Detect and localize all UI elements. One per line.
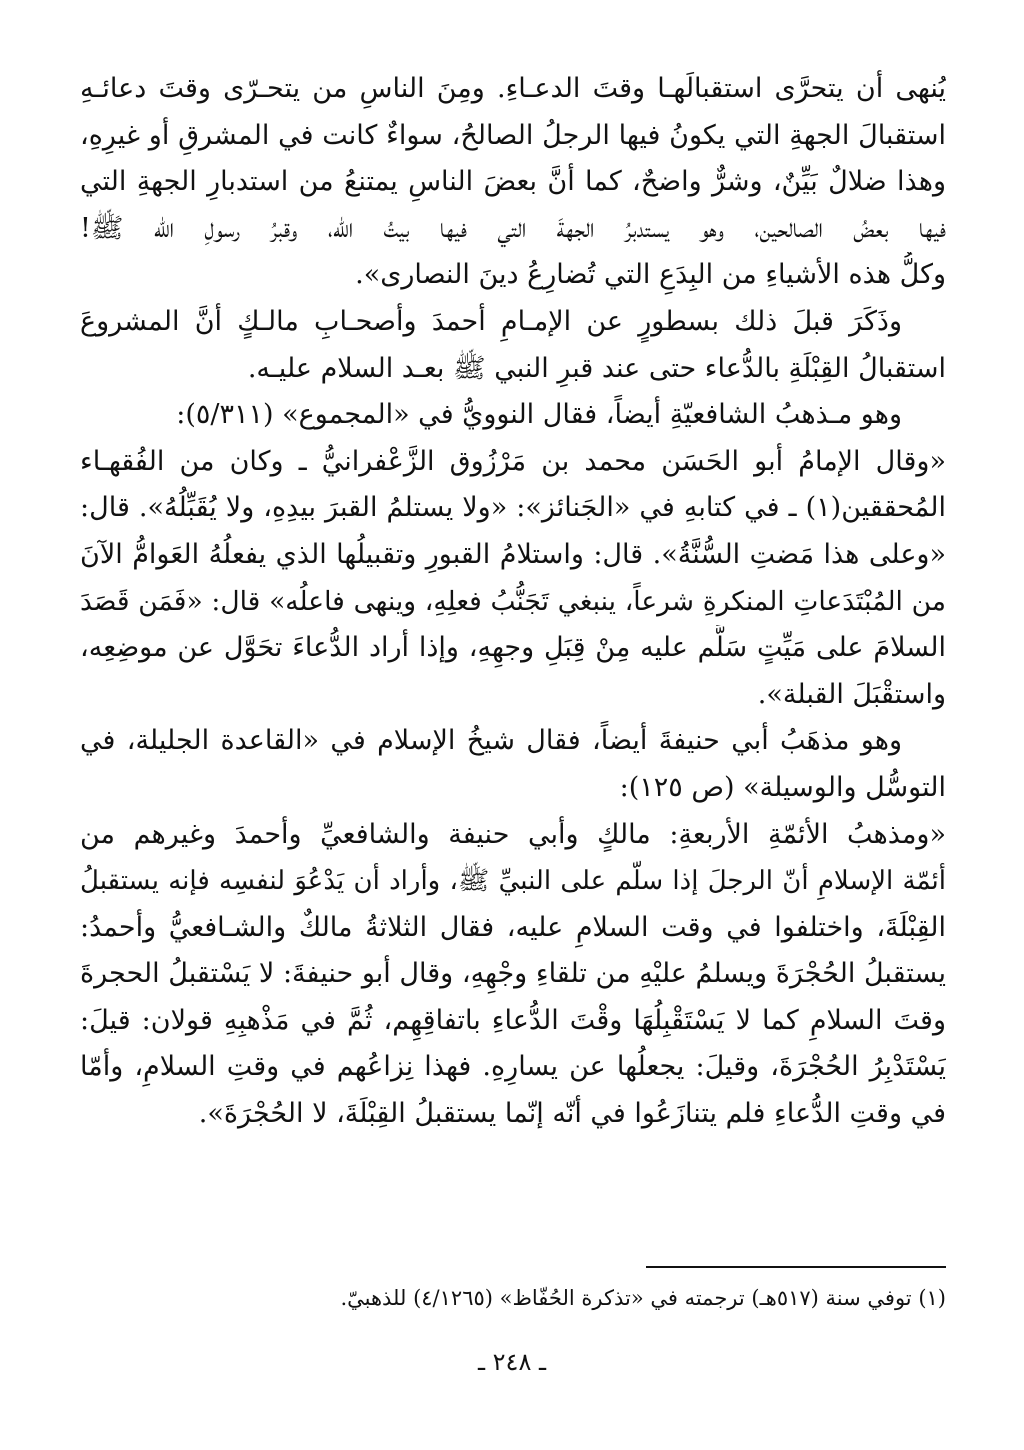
text-line: القِبْلَةَ، واختلفوا في وقت السلامِ عليه، فقال الثلاثةُ مالكٌ والشـافعيُّ وأحمدُ: <box>80 911 946 943</box>
text-line: من المُبْتَدَعاتِ المنكرةِ شرعاً، ينبغي تَجَنُّبُ فعلِهِ، وينهى فاعلُه» قال: «فَمَن قَصَدَ <box>80 585 946 617</box>
text-line: في وقتِ الدُّعاءِ فلم يتنازَعُوا في أنّه إنّما يستقبلُ القِبْلَةَ، لا الحُجْرَةَ». <box>198 1098 946 1130</box>
text-line: وهذا ضلالٌ بَيِّنٌ، وشرٌّ واضحٌ، كما أنَّ بعضَ الناسِ يمتنعُ من استدبارِ الجهةِ التي <box>80 166 946 198</box>
text-line: يستقبلُ الحُجْرَةَ ويسلمُ عليْهِ من تلقاءِ وجْهِهِ، وقال أبو حنيفةَ: لا يَسْتقبلُ الحجرةَ <box>80 958 946 990</box>
text-line: وهو مذهَبُ أبي حنيفةَ أيضاً، فقال شيخُ الإسلام في «القاعدة الجليلة، في <box>80 725 902 757</box>
text-line: وكلُّ هذه الأشياءِ من البِدَعِ التي تُضارِعُ دينَ النصارى». <box>355 259 946 291</box>
page-number: ـ ٢٤٨ ـ <box>477 1348 546 1376</box>
text-line: واستقْبَلَ القبلة». <box>757 678 946 710</box>
text-line: فيها بعضُ الصالحين، وهو يستدبرُ الجهةَ التي فيها بيتُ الله، وقبرُ رسولِ الله ﷺ! <box>80 212 946 244</box>
text-line: «وعلى هذا مَضتِ السُّنَّةُ». قال: واستلامُ القبورِ وتقبيلُها الذي يفعلُهُ العَوامُّ الآنَ <box>80 538 946 570</box>
page-body <box>80 66 946 1138</box>
footnote: (١) توفي سنة (٥١٧هـ) ترجمته في «تذكرة الحُفّاظ» (٤/١٢٦٥) للذهبيّ. <box>340 1286 946 1310</box>
text-line: استقبالَ الجهةِ التي يكونُ فيها الرجلُ الصالحُ، سواءٌ كانت في المشرقِ أو غيرِهِ، <box>80 119 946 151</box>
text-line: استقبالُ القِبْلَةِ بالدُّعاء حتى عند قبرِ النبي ﷺ بعـد السلام عليـه. <box>247 352 946 384</box>
text-line: أئمّة الإسلامِ أنّ الرجلَ إذا سلّم على النبيِّ ﷺ، وأراد أن يَدْعُوَ لنفسِه فإنه يستقبلُ <box>80 866 946 897</box>
footnote-divider <box>646 1266 946 1268</box>
text-line: التوسُّل والوسيلة» (ص ١٢٥): <box>619 771 946 803</box>
text-line: وهو مـذهبُ الشافعيّةِ أيضاً، فقال النوويُّ في «المجموع» (٥/٣١١): <box>176 399 902 431</box>
text-line: وذَكَرَ قبلَ ذلك بسطورٍ عن الإمـامِ أحمدَ وأصحـابِ مالـكٍ أنَّ المشروعَ <box>80 305 902 337</box>
text-line: وقتَ السلامِ كما لا يَسْتَقْبِلُهَا وقْتَ الدُّعاءِ باتفاقِهِم، ثُمَّ في مَذْهبِهِ قولان: قيلَ: <box>80 1004 946 1036</box>
text-line: «ومذهبُ الأئمّةِ الأربعةِ: مالكٍ وأبي حنيفة والشافعيِّ وأحمدَ وغيرهم من <box>80 818 946 850</box>
text-line: يُنهى أن يتحرَّى استقبالَهـا وقتَ الدعـاءِ. ومِنَ الناسِ من يتحـرّى وقتَ دعائـهِ <box>80 73 946 104</box>
text-line: المُحققين(١) ـ في كتابهِ في «الجَنائز»: «ولا يستلمُ القبرَ بيدِهِ، ولا يُقَبِّلُهُ». قال: <box>80 492 946 524</box>
text-line: «وقال الإمامُ أبو الحَسَن محمد بن مَرْزُوق الزَّعْفرانيُّ ـ وكان من الفُقهـاء <box>80 445 946 477</box>
text-line: يَسْتَدْبِرُ الحُجْرَةَ، وقيلَ: يجعلُها عن يسارِهِ. فهذا نِزاعُهم في وقتِ السلامِ، وأمّا <box>80 1051 946 1083</box>
text-line: السلامَ على مَيِّتٍ سَلَّم عليه مِنْ قِبَلِ وجهِهِ، وإذا أراد الدُّعاءَ تحَوَّل عن موضِعِه، <box>80 632 946 664</box>
